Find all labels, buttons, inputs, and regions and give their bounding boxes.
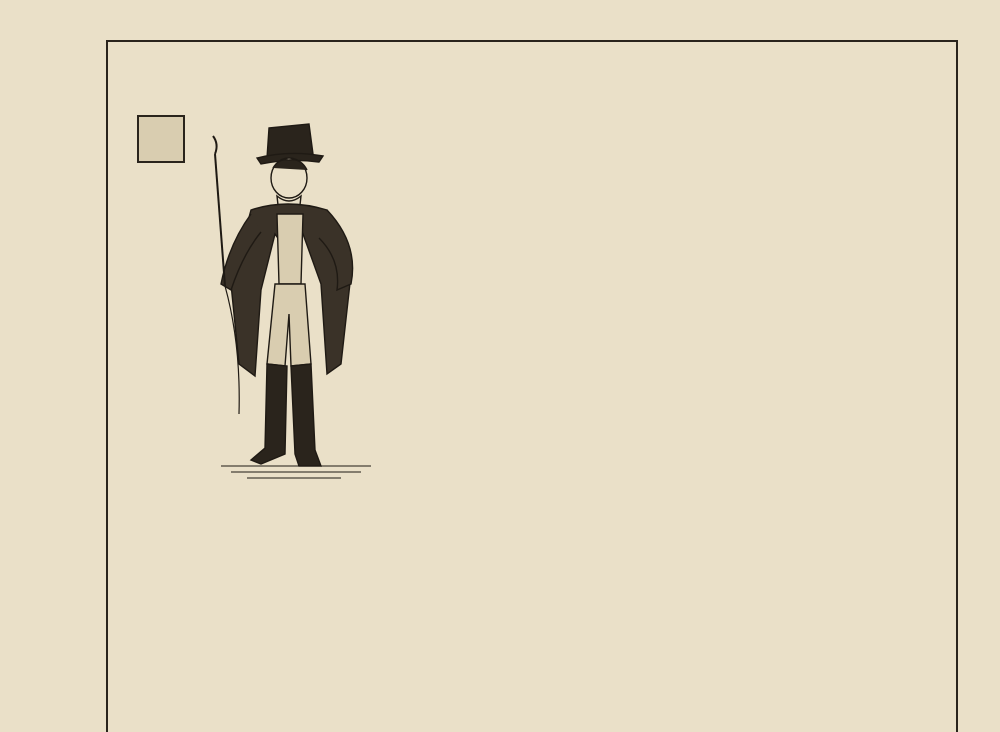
right-ornament-border (964, 38, 994, 728)
story-body (137, 112, 919, 488)
frame-rule-left (106, 40, 108, 732)
highwayman-illustration (191, 114, 403, 488)
top-ornament-border (106, 8, 990, 38)
frame-rule-top (106, 40, 958, 42)
dropcap (137, 115, 185, 163)
frame-rule-right (956, 40, 958, 732)
gentleman-engraving-icon (191, 114, 403, 488)
left-ornament-border (8, 6, 100, 726)
